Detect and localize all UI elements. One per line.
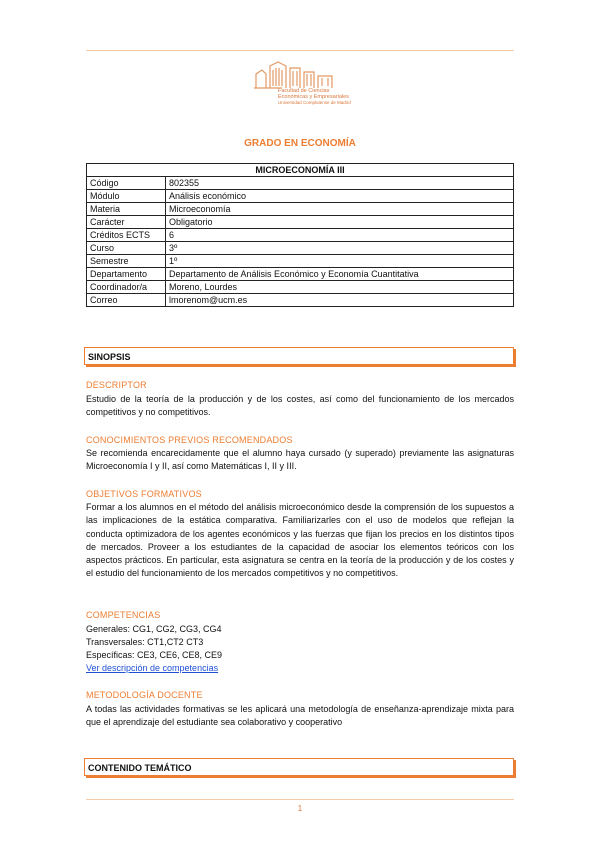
table-row: [87, 190, 514, 203]
table-header-row: [87, 164, 514, 177]
descriptor-text: Estudio de la teoría de la producción y de los costes, así como del funcionamiento de los mercados competitivos y no competitivos.: [86, 394, 514, 418]
objetivos-heading: OBJETIVOS FORMATIVOS: [86, 489, 202, 499]
metodologia-text: A todas las actividades formativas se les aplicará una metodología de enseñanza-aprendizaje mixta para que el aprendizaje del estudiante sea colaborativo y cooperativo: [86, 704, 514, 728]
competencias-description-link[interactable]: Ver descripción de competencias: [86, 663, 219, 673]
row-value: 6: [166, 229, 514, 242]
logo-line: Facultad de Ciencias: [278, 88, 330, 94]
table-row: [87, 242, 514, 255]
subject-title: MICROECONOMÍA III: [87, 164, 514, 177]
table-row: [87, 294, 514, 307]
table-row: [87, 203, 514, 216]
row-label: Departamento: [87, 268, 166, 281]
logo-caption: [278, 88, 351, 106]
competencias-generales: Generales: CG1, CG2, CG3, CG4: [86, 624, 222, 634]
row-label: Coordinador/a: [87, 281, 166, 294]
table-row: [87, 281, 514, 294]
degree-title: GRADO EN ECONOMÍA: [244, 138, 356, 149]
row-value: 3º: [166, 242, 514, 255]
sinopsis-section-header: SINOPSIS: [84, 347, 514, 365]
row-value: 1º: [166, 255, 514, 268]
table-row: [87, 255, 514, 268]
row-label: Curso: [87, 242, 166, 255]
conocimientos-text: Se recomienda encarecidamente que el alumno haya cursado (y superado) previamente las asignaturas Microeconomía I y II, así como Matemáticas I, II y III.: [86, 448, 514, 472]
row-value: Análisis económico: [166, 190, 514, 203]
page-number: 1: [297, 804, 303, 813]
row-value: Departamento de Análisis Económico y Economía Cuantitativa: [166, 268, 514, 281]
row-label: Correo: [87, 294, 166, 307]
table-row: [87, 268, 514, 281]
contenido-section-header: CONTENIDO TEMÁTICO: [84, 758, 514, 776]
row-label: Créditos ECTS: [87, 229, 166, 242]
competencias-especificas: Específicas: CE3, CE6, CE8, CE9: [86, 650, 223, 660]
row-value: 802355: [166, 177, 514, 190]
row-label: Semestre: [87, 255, 166, 268]
table-row: [87, 177, 514, 190]
row-label: Código: [87, 177, 166, 190]
row-label: Materia: [87, 203, 166, 216]
logo-line: Universidad Complutense de Madrid: [278, 100, 351, 105]
subject-info-table: [86, 163, 514, 307]
objetivos-text: Formar a los alumnos en el método del análisis microeconómico desde la comprensión de los supuestos a las implicaciones de la estática comparativa. Familiarizarles con el uso de modelos que reflejan la conducta optimizadora de los agentes económicos y las fuerzas que fijan los precios en los distintos tipos de mercados. Proveer a los estudiantes de la capacidad de asociar los elementos teóricos con los aspectos prácticos. En particular, esta asignatura se centra en la teoría de la producción y de los costes y el estudio del funcionamiento de los mercados competitivos y no competitivos.: [86, 502, 514, 579]
conocimientos-heading: CONOCIMIENTOS PREVIOS RECOMENDADOS: [86, 435, 293, 445]
row-label: Módulo: [87, 190, 166, 203]
competencias-heading: COMPETENCIAS: [86, 610, 161, 620]
descriptor-heading: DESCRIPTOR: [86, 380, 147, 390]
table-row: [87, 216, 514, 229]
metodologia-heading: METODOLOGÍA DOCENTE: [86, 690, 203, 700]
row-value: lmorenom@ucm.es: [166, 294, 514, 307]
row-value: Moreno, Lourdes: [166, 281, 514, 294]
table-row: [87, 229, 514, 242]
row-value: Obligatorio: [166, 216, 514, 229]
logo-line: Económicas y Empresariales: [278, 94, 349, 100]
competencias-transversales: Transversales: CT1,CT2 CT3: [86, 637, 204, 647]
row-label: Carácter: [87, 216, 166, 229]
footer-divider: [86, 799, 514, 800]
header-divider: [86, 50, 514, 51]
row-value: Microeconomía: [166, 203, 514, 216]
